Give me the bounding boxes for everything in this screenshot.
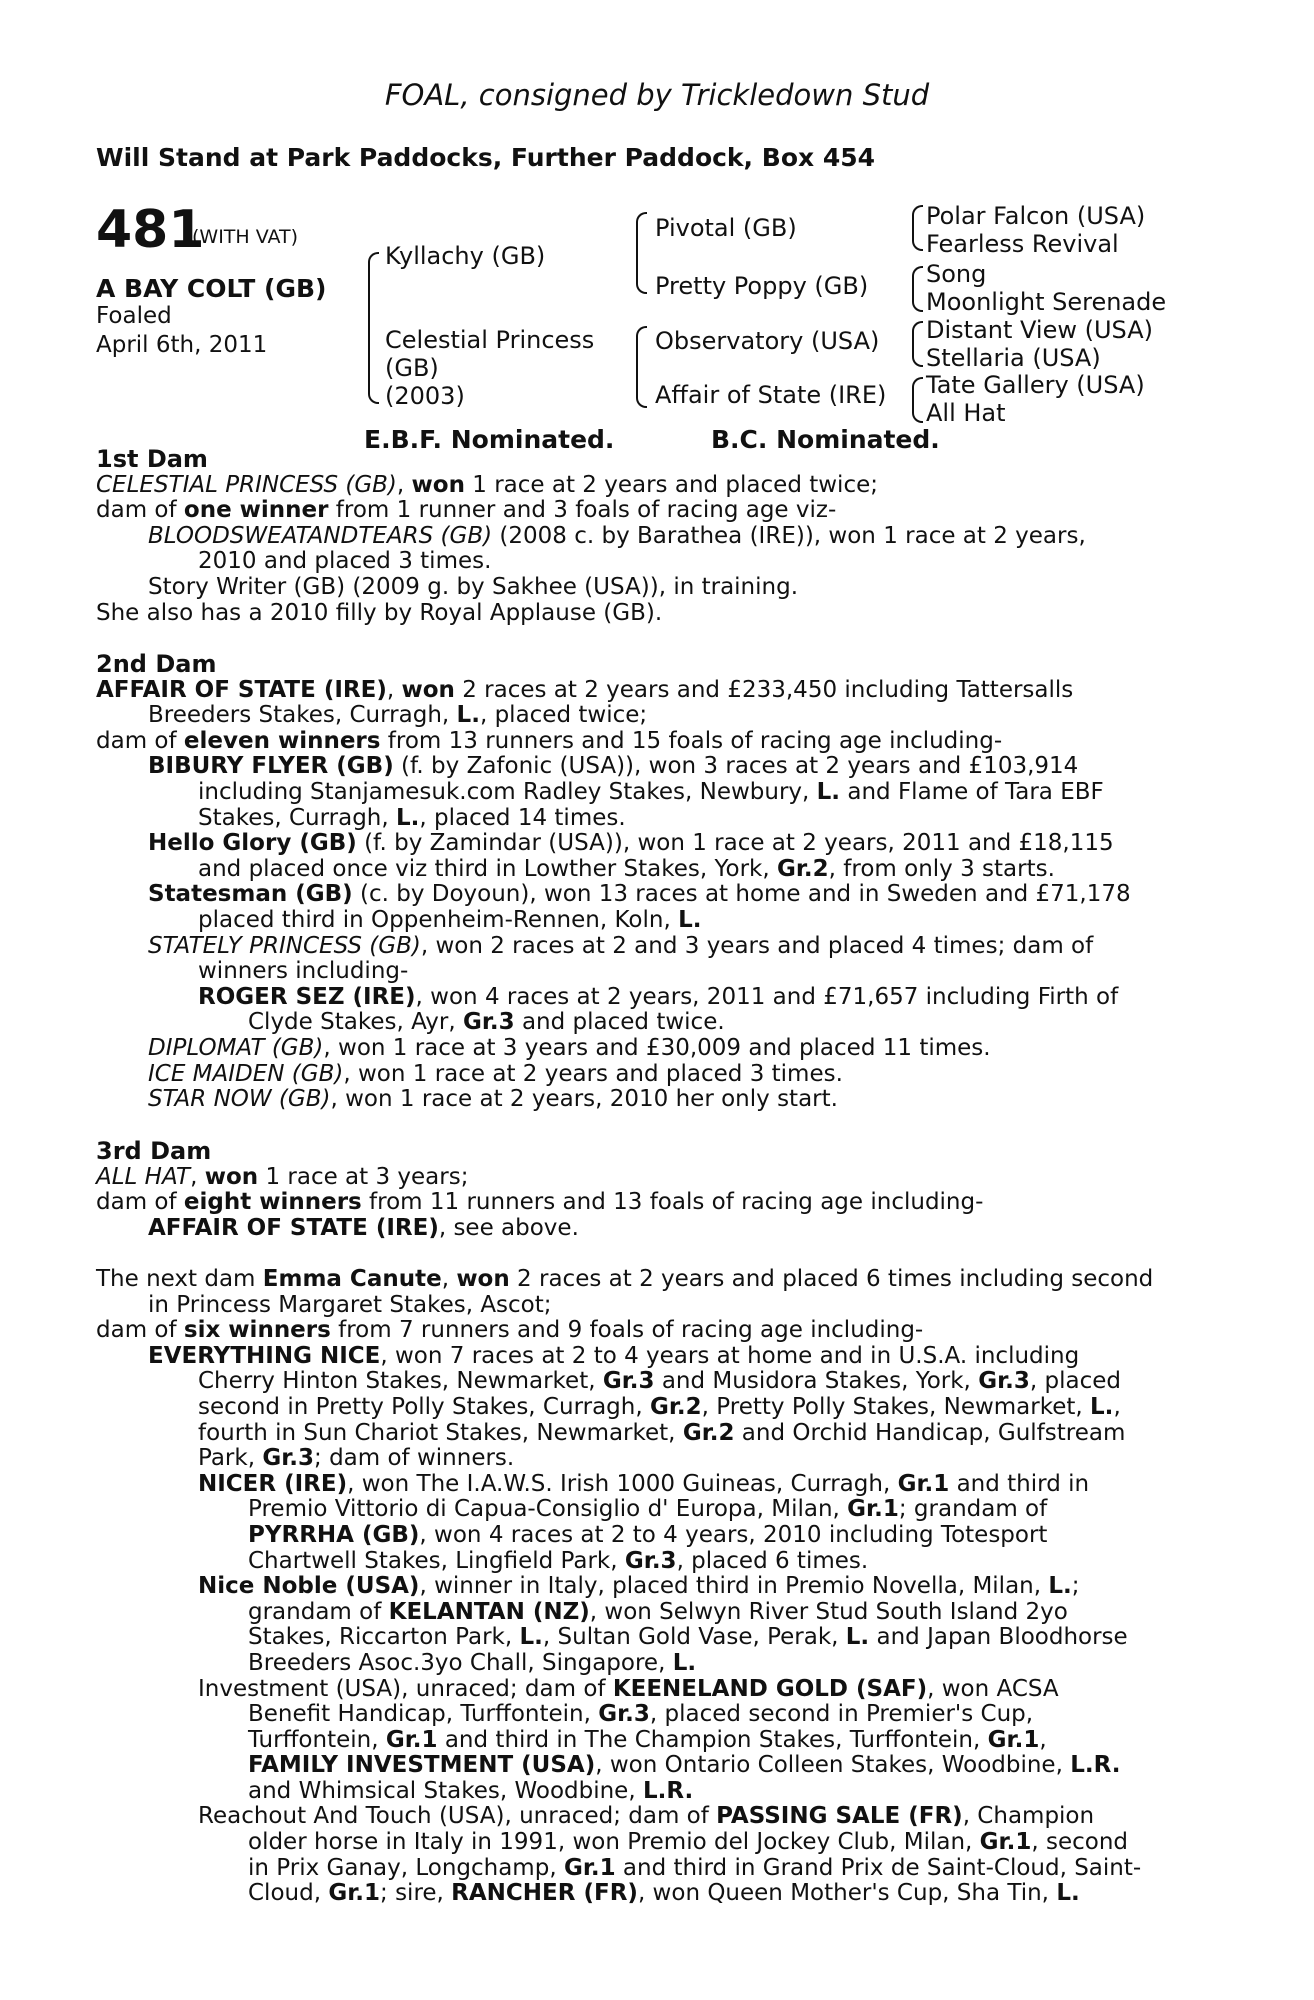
text-run: , won 1 race at 3 years and £30,009 and placed 11 times. <box>323 1034 991 1061</box>
text-run: , placed <box>1029 1368 1121 1395</box>
text-run: , Sultan Gold Vase, Perak, <box>542 1624 846 1651</box>
text-run: and Whimsical Stakes, Woodbine, <box>248 1777 643 1804</box>
horse-name: ICE MAIDEN (GB) <box>148 1060 344 1087</box>
text-run: ; <box>1071 1573 1080 1600</box>
text-run: , won ACSA <box>927 1675 1059 1702</box>
text-run: and Flame of Tara EBF <box>840 778 1104 805</box>
horse-name: STATELY PRINCESS (GB) <box>148 932 421 959</box>
horse-name: FAMILY INVESTMENT (USA) <box>248 1752 596 1779</box>
text-run: and Musidora Stakes, York, <box>654 1368 979 1395</box>
text-line <box>96 1830 1206 1856</box>
text-run: , <box>1113 1393 1121 1420</box>
text-run: fourth in Sun Chariot Stakes, Newmarket, <box>198 1419 683 1446</box>
pedigree-dam-dam: Affair of State (IRE) <box>655 381 887 409</box>
pedigree-ddd: All Hat <box>926 399 1006 427</box>
text-run: won <box>411 471 465 498</box>
text-line <box>96 1779 1206 1805</box>
pedigree-dam-name: Celestial Princess <box>385 326 595 354</box>
text-run: from 1 runner and 3 foals of racing age viz- <box>328 497 837 524</box>
text-run: (2008 c. by Barathea (IRE)), won 1 race at 2 years, <box>492 522 1086 549</box>
text-run: and placed twice. <box>514 1009 725 1036</box>
text-run: including Stanjamesuk.com Radley Stakes, Newbury, <box>198 778 817 805</box>
bracket-ds-parents <box>912 321 923 367</box>
pedigree-dds: Tate Gallery (USA) <box>926 371 1145 399</box>
text-run: , won 7 races at 2 to 4 years at home and in U.S.A. including <box>380 1342 1080 1369</box>
text-run: Gr.3 <box>598 1701 650 1728</box>
text-line <box>96 908 1206 934</box>
text-run: Gr.3 <box>462 1009 515 1036</box>
pedigree-sire: Kyllachy (GB) <box>385 242 546 270</box>
text-run: , <box>1039 1726 1047 1753</box>
text-line <box>96 754 1206 780</box>
pedigree-dam-country: (GB) <box>385 354 439 382</box>
text-line <box>96 1702 1206 1728</box>
text-line <box>96 1881 1206 1907</box>
text-line: She also has a 2010 filly by Royal Applause (GB). <box>96 599 663 626</box>
stand-location: Will Stand at Park Paddocks, Further Paddock, Box 454 <box>96 143 876 172</box>
text-run: placed third in Oppenheim-Rennen, Koln, <box>198 906 679 933</box>
text-line <box>96 1087 1206 1113</box>
pedigree-dss: Distant View (USA) <box>926 316 1153 344</box>
pedigree-dam-year: (2003) <box>385 382 465 410</box>
text-line <box>96 1651 1206 1677</box>
pedigree-dam <box>385 326 594 410</box>
text-run: Gr.1 <box>979 1829 1032 1856</box>
text-run: , <box>396 471 412 498</box>
text-line <box>96 498 1206 524</box>
text-run: 1 race at 3 years; <box>258 1163 469 1190</box>
text-run: won <box>401 676 455 703</box>
text-line <box>96 1062 1206 1088</box>
horse-name: NICER (IRE) <box>198 1470 348 1497</box>
vat-note: (WITH VAT) <box>192 226 299 248</box>
text-run: one winner <box>183 497 329 524</box>
text-run: grandam of <box>248 1598 389 1625</box>
text-line <box>96 1421 1206 1447</box>
text-run: , winner in Italy, placed third in Premio Novella, Milan, <box>419 1573 1049 1600</box>
text-run: L. <box>672 1649 697 1676</box>
horse-name: EVERYTHING NICE <box>148 1342 381 1369</box>
text-line <box>96 882 1206 908</box>
horse-name: AFFAIR OF STATE (IRE) <box>96 676 387 703</box>
text-run: , won 1 race at 2 years and placed 3 times. <box>343 1060 843 1087</box>
text-line <box>96 1395 1206 1421</box>
text-line: winners including- <box>198 958 409 985</box>
text-run: , won Queen Mother's Cup, Sha Tin, <box>637 1880 1057 1907</box>
text-line <box>96 1036 1206 1062</box>
first-dam-section <box>96 447 1206 626</box>
bracket-sd-parents <box>912 266 923 312</box>
text-line <box>96 1190 1206 1216</box>
text-run: and placed once viz third in Lowther Stakes, York, <box>198 855 777 882</box>
text-run: L. <box>678 906 702 933</box>
text-run: Gr.1 <box>847 1496 899 1523</box>
horse-name: ROGER SEZ (IRE) <box>198 983 416 1010</box>
text-line <box>96 1446 1206 1472</box>
text-run: won <box>456 1266 510 1292</box>
ebf-nominated: E.B.F. Nominated. <box>364 425 615 454</box>
section-heading: 3rd Dam <box>96 1137 212 1165</box>
text-line <box>96 1574 1206 1600</box>
text-run: Gr.2 <box>682 1419 735 1446</box>
horse-name: BIBURY FLYER (GB) <box>148 753 394 780</box>
text-line: in Princess Margaret Stakes, Ascot; <box>148 1291 552 1318</box>
text-run: six winners <box>183 1317 331 1344</box>
text-run: , won 4 races at 2 years, 2011 and £71,657 including Firth of <box>415 983 1119 1010</box>
horse-name: RANCHER (FR) <box>451 1880 638 1907</box>
text-run: Turffontein, <box>248 1726 386 1753</box>
text-run: and Orchid Handicap, Gulfstream <box>734 1419 1126 1446</box>
text-run: second in Pretty Polly Stakes, Curragh, <box>198 1393 650 1420</box>
section-heading: 2nd Dam <box>96 650 217 678</box>
third-dam-section <box>96 1139 1206 1241</box>
text-run: L. <box>1056 1880 1080 1907</box>
text-run: The next dam <box>96 1266 263 1292</box>
text-line <box>96 1216 1206 1242</box>
text-run: Reachout And Touch (USA), unraced; dam of <box>198 1803 717 1830</box>
text-run: Benefit Handicap, Turffontein, <box>248 1701 599 1728</box>
text-run: Premio Vittorio di Capua-Consiglio d' Europa, Milan, <box>248 1496 848 1523</box>
text-run: Gr.3 <box>262 1445 315 1472</box>
text-line <box>96 1010 1206 1036</box>
text-run: Cloud, <box>248 1880 329 1907</box>
text-line: Story Writer (GB) (2009 g. by Sakhee (USA)), in training. <box>148 573 799 600</box>
text-run: older horse in Italy in 1991, won Premio del Jockey Club, Milan, <box>248 1829 980 1856</box>
pedigree-sds: Song <box>926 260 987 288</box>
text-run: and third in <box>949 1470 1090 1497</box>
text-line <box>96 1625 1206 1651</box>
text-run: Breeders Asoc.3yo Chall, Singapore, <box>248 1649 673 1676</box>
text-line <box>96 1728 1206 1754</box>
horse-name: ALL HAT <box>96 1163 191 1190</box>
next-dam-section <box>96 1267 1206 1907</box>
horse-name: Emma Canute <box>262 1266 442 1292</box>
text-run: 1 race at 2 years and placed twice; <box>464 471 878 498</box>
text-run: (f. by Zamindar (USA)), won 1 race at 2 years, 2011 and £18,115 <box>356 830 1114 857</box>
horse-name: Statesman (GB) <box>148 881 353 908</box>
foaled-date: April 6th, 2011 <box>96 332 268 358</box>
text-run: from 7 runners and 9 foals of racing age including- <box>330 1317 924 1344</box>
text-run: , Champion <box>962 1803 1095 1830</box>
text-run: and third in Grand Prix de Saint-Cloud, Saint- <box>615 1854 1142 1881</box>
text-run: from 11 runners and 13 foals of racing age including- <box>361 1189 984 1216</box>
text-run: Clyde Stakes, Ayr, <box>248 1009 463 1036</box>
text-line <box>96 678 1206 704</box>
text-run: eight winners <box>183 1189 362 1216</box>
section-heading: 1st Dam <box>96 445 208 473</box>
text-run: , placed 14 times. <box>419 804 626 831</box>
horse-name: Hello Glory (GB) <box>148 830 357 857</box>
second-dam-section <box>96 652 1206 1113</box>
text-run: , won 1 race at 2 years, 2010 her only start. <box>330 1086 838 1113</box>
text-run: Gr.3 <box>624 1547 677 1574</box>
text-run: L. <box>1090 1393 1114 1420</box>
text-run: in Prix Ganay, Longchamp, <box>248 1854 564 1881</box>
text-run: L. <box>519 1624 543 1651</box>
horse-name: STAR NOW (GB) <box>148 1086 331 1113</box>
text-run: Stakes, Curragh, <box>198 804 397 831</box>
text-run: , <box>190 1163 205 1190</box>
pedigree-dam-sire: Observatory (USA) <box>655 327 880 355</box>
pedigree-sss: Polar Falcon (USA) <box>926 202 1146 230</box>
text-run: , second <box>1031 1829 1128 1856</box>
bracket-sire-parents <box>636 212 647 294</box>
text-run: , <box>441 1266 457 1292</box>
pedigree-sire-sire: Pivotal (GB) <box>655 214 797 242</box>
text-run: Gr.1 <box>385 1726 438 1753</box>
text-line <box>96 806 1206 832</box>
text-run: L. <box>816 778 841 805</box>
text-line <box>96 1600 1206 1626</box>
horse-name: Nice Noble (USA) <box>198 1573 420 1600</box>
text-run: Gr.1 <box>328 1880 381 1907</box>
text-line <box>96 1344 1206 1370</box>
text-run: Breeders Stakes, Curragh, <box>148 702 457 729</box>
text-run: Park, <box>198 1445 263 1472</box>
horse-name: PASSING SALE (FR) <box>716 1803 963 1830</box>
consignment-line: FOAL, consigned by Trickledown Stud <box>384 78 930 112</box>
text-run: , placed 6 times. <box>676 1547 869 1574</box>
text-run: , won The I.A.W.S. Irish 1000 Guineas, Curragh, <box>347 1470 898 1497</box>
text-run: , placed second in Premier's Cup, <box>649 1701 1034 1728</box>
text-run: ; dam of winners. <box>314 1445 515 1472</box>
text-run: 2 races at 2 years and £233,450 including Tattersalls <box>454 676 1074 703</box>
text-run: L. <box>396 804 420 831</box>
text-run: dam of <box>96 1189 184 1216</box>
text-run: , placed twice; <box>479 702 648 729</box>
text-run: Gr.2 <box>776 855 829 882</box>
text-run: , won 4 races at 2 to 4 years, 2010 including Totesport <box>419 1521 1048 1548</box>
text-run: , see above. <box>438 1214 579 1241</box>
text-run: , <box>386 676 402 703</box>
text-run: (c. by Doyoun), won 13 races at home and in Sweden and £71,178 <box>352 881 1131 908</box>
text-line <box>96 1523 1206 1549</box>
pedigree-dsd: Stellaria (USA) <box>926 344 1101 372</box>
text-run: L. <box>845 1624 870 1651</box>
text-run: dam of <box>96 497 184 524</box>
horse-name: KELANTAN (NZ) <box>388 1598 590 1625</box>
text-run: L. <box>1048 1573 1072 1600</box>
text-line <box>96 524 1206 550</box>
horse-name: BLOODSWEATANDTEARS (GB) <box>148 522 493 549</box>
text-line <box>96 1267 1206 1293</box>
pedigree-ssd: Fearless Revival <box>926 230 1119 258</box>
text-run: Gr.1 <box>987 1726 1040 1753</box>
text-line <box>96 1369 1206 1395</box>
text-line <box>96 1753 1206 1779</box>
text-line <box>96 1472 1206 1498</box>
horse-name: CELESTIAL PRINCESS (GB) <box>96 471 397 498</box>
foaled-label: Foaled <box>96 303 172 329</box>
text-line <box>96 985 1206 1011</box>
text-run: won <box>204 1163 259 1190</box>
text-line <box>96 1804 1206 1830</box>
text-run: from 13 runners and 15 foals of racing age including- <box>380 727 1003 754</box>
text-run: dam of <box>96 1317 184 1344</box>
pedigree-sire-dam: Pretty Poppy (GB) <box>655 272 869 300</box>
lot-number: 481 <box>96 200 205 260</box>
text-run: ; sire, <box>380 1880 452 1907</box>
text-line <box>96 1165 1206 1191</box>
text-run: Gr.1 <box>897 1470 950 1497</box>
text-line <box>96 703 1206 729</box>
text-run: and third in The Champion Stakes, Turffontein, <box>437 1726 988 1753</box>
text-line <box>96 857 1206 883</box>
text-line <box>96 831 1206 857</box>
text-line <box>96 1318 1206 1344</box>
text-run: Gr.2 <box>649 1393 702 1420</box>
text-run: L.R. <box>1070 1752 1121 1779</box>
horse-name: KEENELAND GOLD (SAF) <box>612 1675 928 1702</box>
text-run: Cherry Hinton Stakes, Newmarket, <box>198 1368 603 1395</box>
text-run: Investment (USA), unraced; dam of <box>198 1675 613 1702</box>
text-run: , Pretty Polly Stakes, Newmarket, <box>701 1393 1091 1420</box>
text-run: Gr.3 <box>602 1368 655 1395</box>
bc-nominated: B.C. Nominated. <box>711 425 940 454</box>
text-run: , won Selwyn River Stud South Island 2yo <box>589 1598 1068 1625</box>
text-line <box>96 1856 1206 1882</box>
text-run: eleven winners <box>183 727 381 754</box>
text-run: L.R. <box>642 1777 694 1804</box>
text-run: L. <box>456 702 480 729</box>
text-line: 2010 and placed 3 times. <box>198 548 492 575</box>
text-run: Stakes, Riccarton Park, <box>248 1624 520 1651</box>
text-line <box>96 729 1206 755</box>
pedigree-sdd: Moonlight Serenade <box>926 288 1167 316</box>
bracket-sire-dam <box>368 252 379 404</box>
text-run: Chartwell Stakes, Lingfield Park, <box>248 1547 625 1574</box>
bracket-ss-parents <box>912 205 923 251</box>
text-run: Gr.3 <box>978 1368 1030 1395</box>
text-line <box>96 780 1206 806</box>
text-run: dam of <box>96 727 184 754</box>
text-run: and Japan Bloodhorse <box>869 1624 1128 1651</box>
horse-name: DIPLOMAT (GB) <box>148 1034 324 1061</box>
text-run: Gr.1 <box>563 1854 616 1881</box>
text-run: , from only 3 starts. <box>828 855 1055 882</box>
horse-name: A BAY COLT (GB) <box>96 274 327 303</box>
text-line <box>96 1677 1206 1703</box>
text-line <box>96 1497 1206 1523</box>
text-line <box>96 1549 1206 1575</box>
text-run: 2 races at 2 years and placed 6 times including second <box>509 1266 1154 1292</box>
text-line <box>96 934 1206 960</box>
bracket-dd-parents <box>912 377 923 423</box>
horse-name: AFFAIR OF STATE (IRE) <box>148 1214 439 1241</box>
bracket-dam-parents <box>636 326 647 408</box>
text-run: ; grandam of <box>898 1496 1048 1523</box>
text-run: (f. by Zafonic (USA)), won 3 races at 2 years and £103,914 <box>393 753 1079 780</box>
foaled-info <box>96 302 267 360</box>
horse-name: PYRRHA (GB) <box>248 1521 420 1548</box>
text-run: , won Ontario Colleen Stakes, Woodbine, <box>595 1752 1071 1779</box>
text-line <box>96 473 1206 499</box>
text-run: , won 2 races at 2 and 3 years and placed 4 times; dam of <box>420 932 1094 959</box>
